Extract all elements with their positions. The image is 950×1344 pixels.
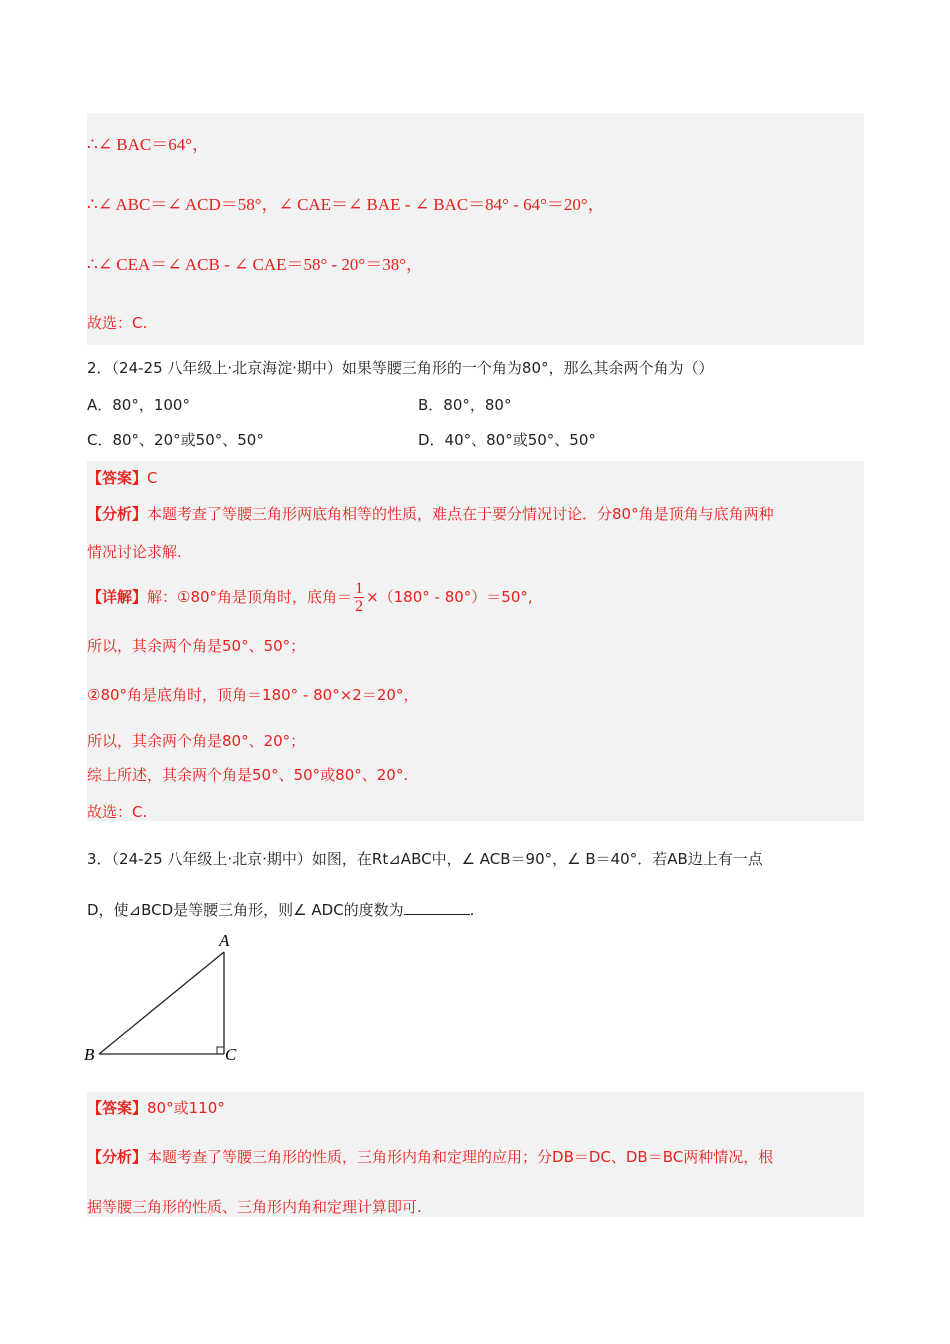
solution-line-2: ∴∠ ABC＝∠ ACD＝58°，∠ CAE＝∠ BAE - ∠ BAC＝84° - 64°＝20°， bbox=[87, 195, 605, 214]
choice-a: A．80°，100° bbox=[87, 396, 190, 414]
detail-2-line-5: 综上所述，其余两个角是50°、50°或80°、20°. bbox=[87, 766, 409, 784]
detail-text: 解：①80°角是顶角时，底角＝ bbox=[147, 588, 353, 606]
answer-2 bbox=[87, 467, 158, 488]
right-angle-mark bbox=[217, 1047, 224, 1054]
analysis-text: 本题考查了等腰三角形两底角相等的性质，难点在于要分情况讨论．分80°角是顶角与底角两种 bbox=[147, 505, 774, 523]
analysis-2-line-2: 情况讨论求解. bbox=[87, 543, 182, 561]
solution-line-3: ∴∠ CEA＝∠ ACB - ∠ CAE＝58° - 20°＝38°， bbox=[87, 255, 424, 274]
stem-end: . bbox=[469, 901, 475, 919]
analysis-2-line-1 bbox=[87, 503, 774, 524]
analysis-3-line-2: 据等腰三角形的性质、三角形内角和定理计算即可. bbox=[87, 1198, 422, 1216]
fraction-denominator: 2 bbox=[355, 598, 364, 615]
question-3-stem-line-2 bbox=[87, 899, 474, 920]
analysis-tag: 【分析】 bbox=[87, 505, 148, 523]
vertex-label-c: C bbox=[225, 1045, 237, 1064]
answer-value: 80°或110° bbox=[147, 1099, 225, 1117]
solution-line-1: ∴∠ BAC＝64°， bbox=[87, 135, 210, 154]
triangle-figure bbox=[80, 930, 260, 1070]
analysis-text: 本题考查了等腰三角形的性质，三角形内角和定理的应用；分DB＝DC、DB＝BC两种情况，根 bbox=[147, 1148, 774, 1166]
question-2-stem: 2．（24-25 八年级上·北京海淀·期中）如果等腰三角形的一个角为80°，那么其余两个角为（） bbox=[87, 359, 714, 377]
answer-blank bbox=[404, 900, 470, 915]
detail-2-line-6: 故选：C. bbox=[87, 803, 148, 821]
answer-tag: 【答案】 bbox=[87, 1099, 148, 1117]
answer-3 bbox=[87, 1097, 225, 1118]
detail-tag: 【详解】 bbox=[87, 588, 148, 606]
choice-d: D．40°、80°或50°、50° bbox=[418, 431, 596, 449]
detail-2-line-2: 所以，其余两个角是50°、50°； bbox=[87, 637, 306, 655]
solution-line-4: 故选：C. bbox=[87, 314, 148, 332]
vertex-label-b: B bbox=[84, 1045, 95, 1064]
detail-2-line-3: ②80°角是底角时，顶角＝180° - 80°×2＝20°， bbox=[87, 686, 419, 704]
question-3-stem-line-1: 3．（24-25 八年级上·北京·期中）如图，在Rt⊿ABC中，∠ ACB＝90°，∠ B＝40°．若AB边上有一点 bbox=[87, 850, 763, 868]
stem-text: D，使⊿BCD是等腰三角形，则∠ ADC的度数为 bbox=[87, 901, 404, 919]
side-ab bbox=[99, 952, 224, 1054]
analysis-3-line-1 bbox=[87, 1146, 773, 1167]
detail-2-line-4: 所以，其余两个角是80°、20°； bbox=[87, 732, 306, 750]
analysis-tag: 【分析】 bbox=[87, 1148, 148, 1166]
fraction-numerator: 1 bbox=[355, 580, 364, 597]
detail-text-end: ×（180° - 80°）＝50°, bbox=[366, 588, 533, 606]
choice-c: C．80°、20°或50°、50° bbox=[87, 431, 264, 449]
answer-tag: 【答案】 bbox=[87, 469, 148, 487]
answer-value: C bbox=[147, 469, 158, 487]
vertex-label-a: A bbox=[219, 931, 230, 950]
choice-b: B．80°，80° bbox=[418, 396, 512, 414]
detail-2-line-1 bbox=[87, 580, 533, 615]
fraction-half bbox=[354, 580, 364, 615]
